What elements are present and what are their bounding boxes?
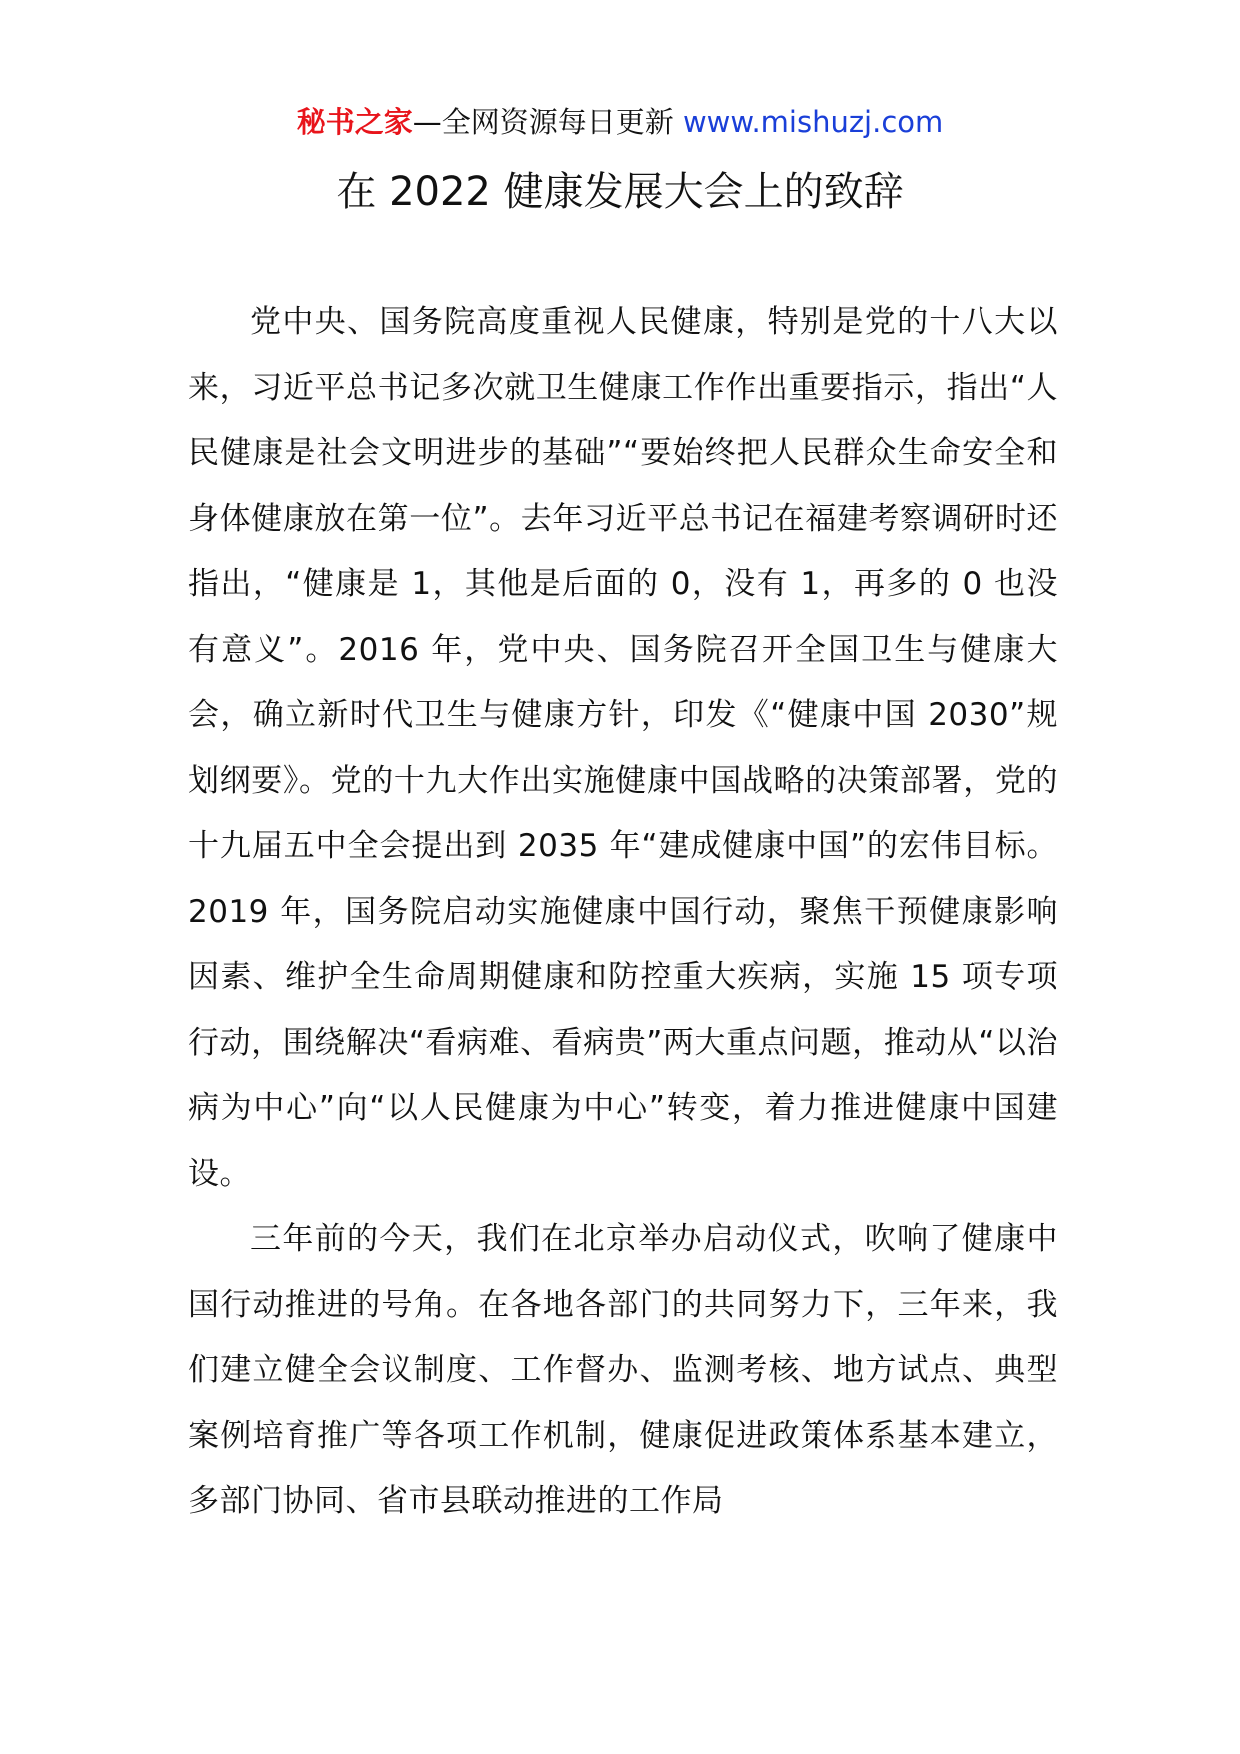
site-url-link[interactable]: www.mishuzj.com xyxy=(682,105,944,139)
brand-name: 秘书之家 xyxy=(296,105,413,139)
body-paragraph-2: 三年前的今天，我们在北京举办启动仪式，吹响了健康中国行动推进的号角。在各地各部门的共同努力下，三年来，我们建立健全会议制度、工作督办、监测考核、地方试点、典型案例培育推广等各项工作机制，健康促进政策体系基本建立，多部门协同、省市县联动推进的工作局 xyxy=(188,1221,1058,1519)
document-title: 在 2022 健康发展大会上的致辞 xyxy=(336,169,904,215)
site-header xyxy=(0,102,1240,142)
body-paragraph-1: 党中央、国务院高度重视人民健康，特别是党的十八大以来，习近平总书记多次就卫生健康工作作出重要指示，指出“人民健康是社会文明进步的基础”“要始终把人民群众生命安全和身体健康放在第一位”。去年习近平总书记在福建考察调研时还指出，“健康是 1，其他是后面的 0，没有 1，再多的 0 也没有意义”。2016 年，党中央、国务院召开全国卫生与健康大会，确立新时代卫生与健康方针，印发《“健康中国 2030”规划纲要》。党的十九大作出实施健康中国战略的决策部署，党的十九届五中全会提出到 2035 年“建成健康中国”的宏伟目标。2019 年，国务院启动实施健康中国行动，聚焦干预健康影响因素、维护全生命周期健康和防控重大疾病，实施 15 项专项行动，围绕解决“看病难、看病贵”两大重点问题，推动从“以治病为中心”向“以人民健康为中心”转变，着力推进健康中国建设。 xyxy=(188,304,1058,1192)
document-body xyxy=(188,290,1058,1535)
site-slogan: —全网资源每日更新 xyxy=(412,105,683,139)
